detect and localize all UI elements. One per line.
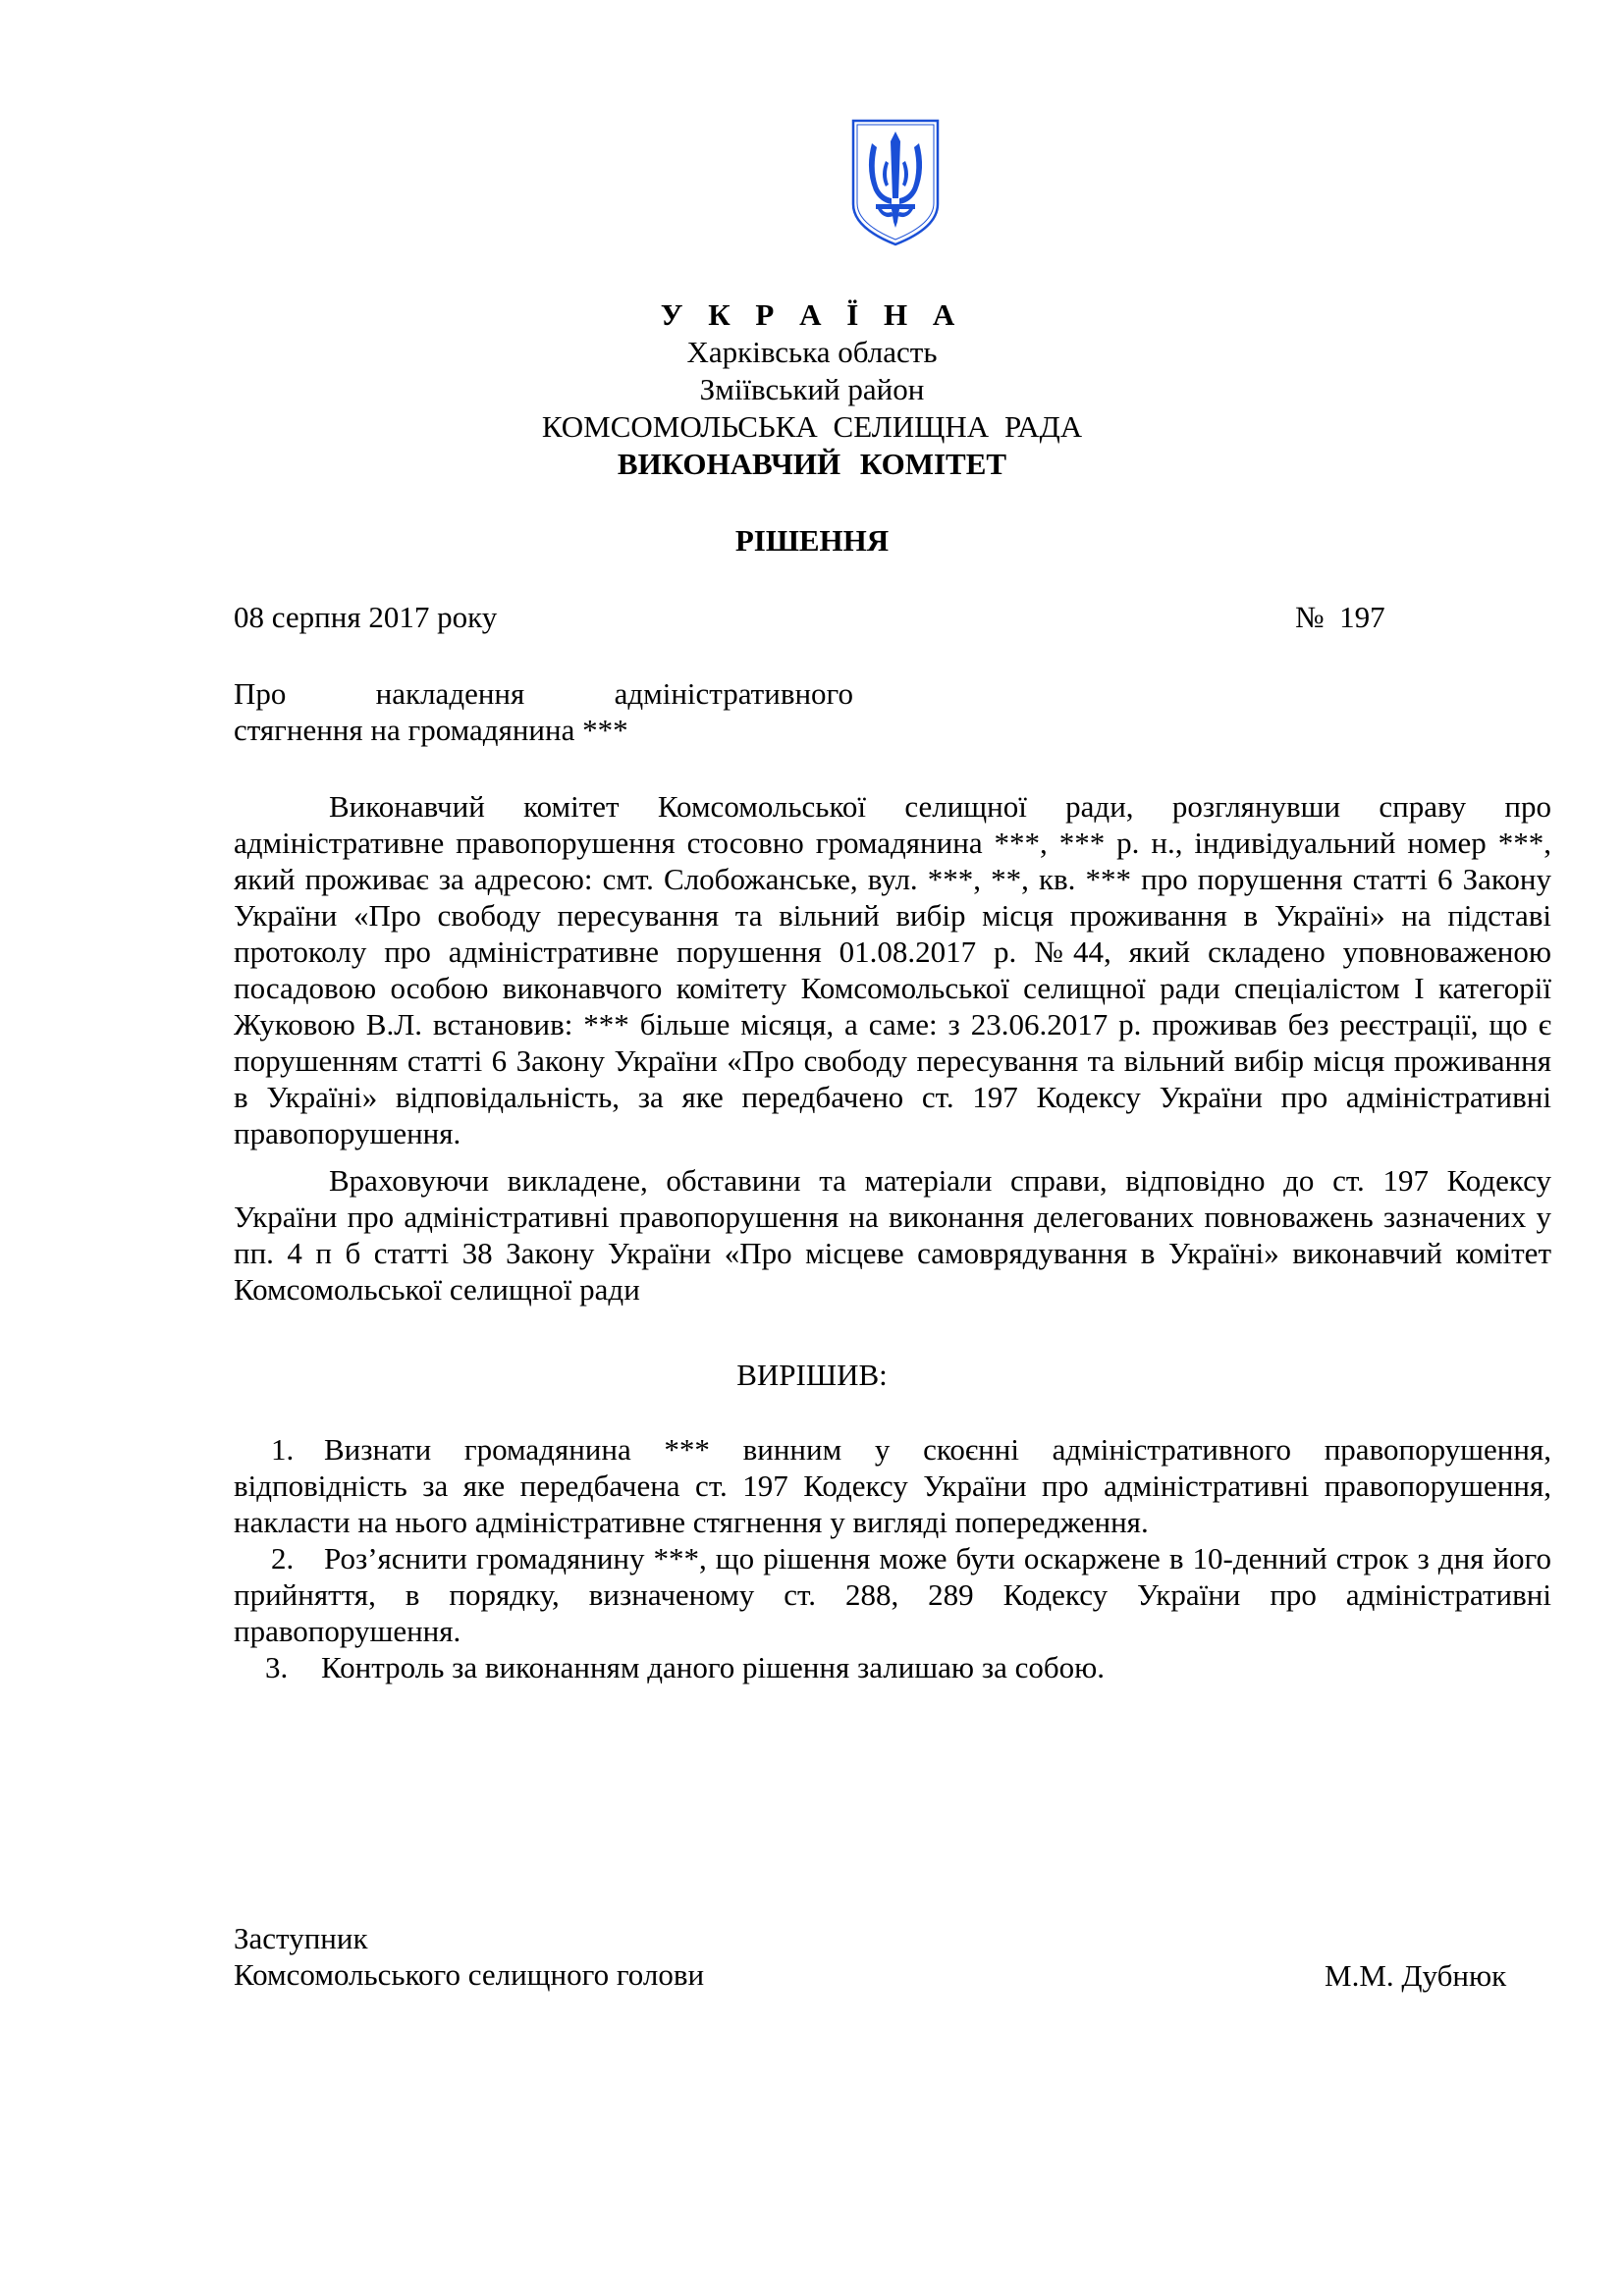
region-name: Харківська область	[686, 335, 938, 369]
country-title: У К Р А Ї Н А	[660, 297, 964, 332]
decision-item-3	[234, 1649, 1551, 1685]
council-name: КОМСОМОЛЬСЬКА СЕЛИЩНА РАДА	[541, 409, 1083, 444]
trident-coat-of-arms-svg	[850, 118, 941, 247]
decision-item-number: 3.	[265, 1650, 289, 1684]
signatory-position-line-2: Комсомольського селищного голови	[234, 1957, 705, 1992]
signatory-position-line-1: Заступник	[234, 1921, 368, 1955]
decision-item-2	[234, 1540, 1551, 1649]
signatory-name: М.М. Дубнюк	[1325, 1958, 1507, 1993]
decision-date: 08 серпня 2017 року	[234, 600, 498, 634]
body-paragraph-1: Виконавчий комітет Комсомольської селищної ради, розглянувши справу про адміністративне правопорушення стосовно громадянина ***, *** р. н., індивідуальний номер ***, який проживає за адресою: смт. Слобожанське, вул. ***, **, кв. *** про порушення статті 6 Закону України «Про свободу пересування та вільний вибір місця проживання в Україні» на підставі протоколу про адміністративне порушення 01.08.2017 р. №44, який складено уповноваженою посадовою особою виконавчого комітету Комсомольської селищної ради спеціалістом І категорії Жуковою В.Л. встановив: *** більше місяця, а саме: з 23.06.2017 р. проживав без реєстрації, що є порушенням статті 6 Закону України «Про свободу пересування та вільний вибір місця проживання в Україні» відповідальність, за яке передбачено ст. 197 Кодексу України про адміністративні правопорушення.	[234, 789, 1551, 1150]
body-paragraph-2-block	[234, 1162, 1551, 1308]
signatory-position	[234, 1920, 704, 1993]
subject-line-2: стягнення на громадянина ***	[234, 713, 628, 747]
decision-subject	[234, 675, 853, 748]
decided-heading: ВИРІШИВ:	[736, 1358, 888, 1392]
decision-item-number: 2.	[271, 1541, 295, 1575]
decision-item-number: 1.	[271, 1432, 295, 1467]
body-paragraph-1-block	[234, 788, 1551, 1151]
subject-line-1: Про накладення адміністративного	[234, 676, 853, 711]
trident-coat-of-arms-icon	[850, 118, 941, 247]
decision-items	[234, 1431, 1551, 1685]
decision-item-text: Контроль за виконанням даного рішення залишаю за собою.	[321, 1650, 1106, 1684]
decision-number: № 197	[1295, 600, 1385, 634]
committee-name: ВИКОНАВЧИЙ КОМІТЕТ	[617, 447, 1007, 481]
decision-item-1	[234, 1431, 1551, 1540]
decision-item-text: Визнати громадянина *** винним у скоєнні адміністративного правопорушення, відповідність за яке передбачена ст. 197 Кодексу України про адміністративні правопорушення, накласти на нього адміністративне стягнення у вигляді попередження.	[234, 1432, 1551, 1539]
decision-item-text: Роз’яснити громадянину ***, що рішення може бути оскаржене в 10-денний строк з дня його прийняття, в порядку, визначеному ст. 288, 289 Кодексу України про адміністративні правопорушення.	[234, 1541, 1551, 1648]
document-type-title: РІШЕННЯ	[734, 523, 890, 558]
district-name: Зміївський район	[699, 372, 925, 406]
body-paragraph-2: Враховуючи викладене, обставини та матеріали справи, відповідно до ст. 197 Кодексу України про адміністративні правопорушення на виконання делегованих повноважень зазначених у пп. 4 п б статті 38 Закону України «Про місцеве самоврядування в Україні» виконавчий комітет Комсомольської селищної ради	[234, 1163, 1551, 1307]
